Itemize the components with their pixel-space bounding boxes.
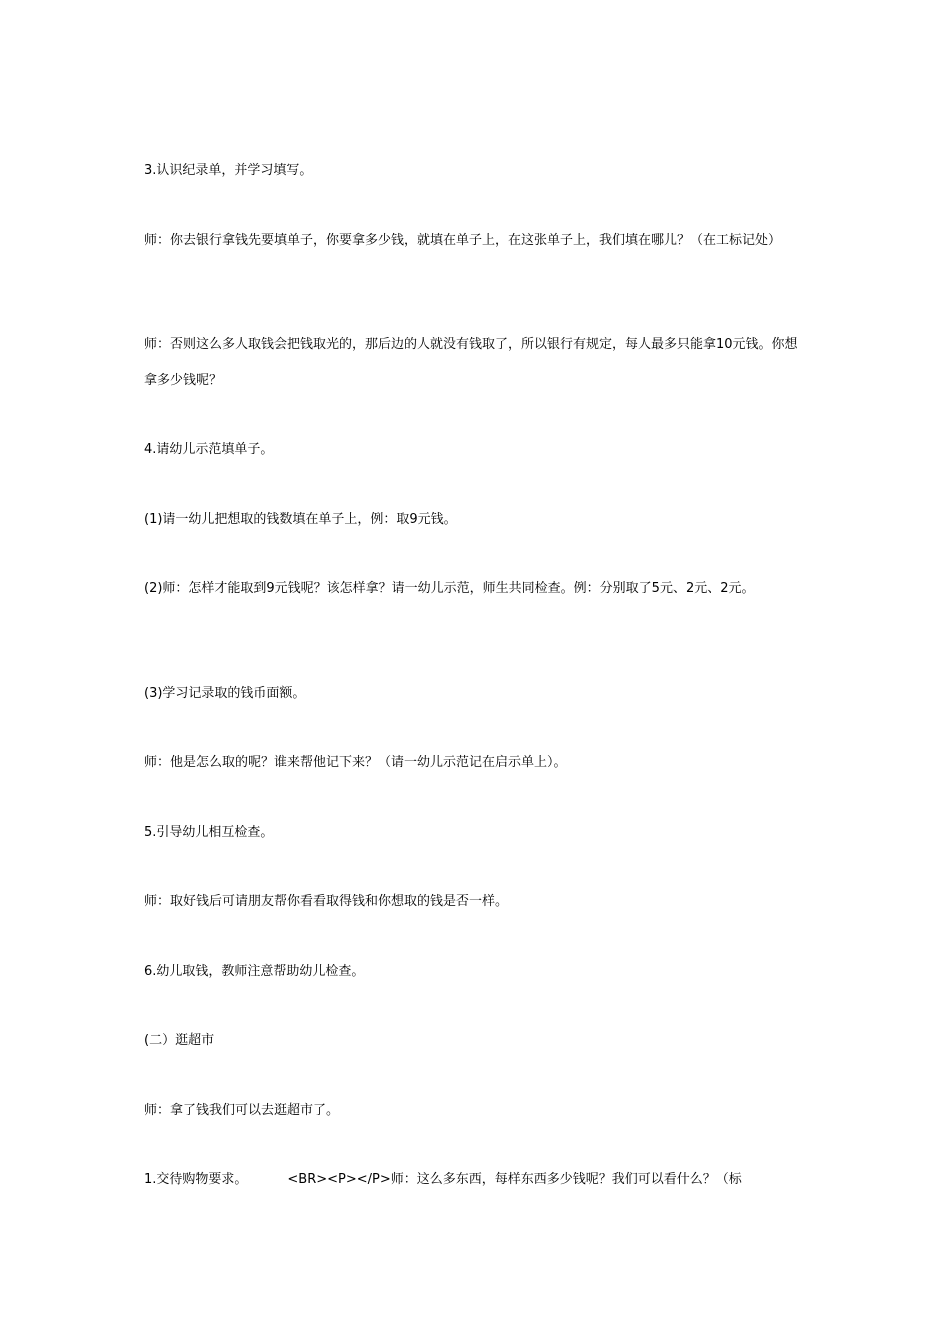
paragraph-step-5: 5.引导幼儿相互检查。 [144, 825, 274, 840]
paragraph-step-3: 3.认识纪录单，并学习填写。 [144, 163, 313, 178]
paragraph-substep-2: (2)师：怎样才能取到9元钱呢？该怎样拿？请一幼儿示范，师生共同检查。例：分别取了5元、2元、2元。 [144, 581, 755, 596]
paragraph-teacher-supermarket: 师：拿了钱我们可以去逛超市了。 [144, 1103, 340, 1118]
shopping-requirements-text: <BR><P></P>师：这么多东西，每样东西多少钱呢？我们可以看什么？（标 [287, 1172, 742, 1187]
paragraph-teacher-record: 师：他是怎么取的呢？谁来帮他记下来？（请一幼儿示范记在启示单上）。 [144, 755, 567, 770]
shopping-requirements-label: 1.交待购物要求。 [144, 1172, 248, 1187]
paragraph-step-6: 6.幼儿取钱，教师注意帮助幼儿检查。 [144, 964, 365, 979]
paragraph-step-4: 4.请幼儿示范填单子。 [144, 442, 274, 457]
paragraph-substep-3: (3)学习记录取的钱币面额。 [144, 686, 306, 701]
paragraph-teacher-check: 师：取好钱后可请朋友帮你看看取得钱和你想取的钱是否一样。 [144, 894, 509, 909]
paragraph-teacher-limit: 师：否则这么多人取钱会把钱取光的，那后边的人就没有钱取了，所以银行有规定，每人最多只能拿10元钱。你想拿多少钱呢？ [144, 337, 798, 388]
paragraph-shopping-requirements [144, 1162, 808, 1198]
paragraph-substep-1: (1)请一幼儿把想取的钱数填在单子上，例：取9元钱。 [144, 512, 457, 527]
section-heading-supermarket: (二）逛超市 [144, 1033, 215, 1048]
paragraph-teacher-fill-form: 师：你去银行拿钱先要填单子，你要拿多少钱，就填在单子上，在这张单子上，我们填在哪儿？（在工标记处） [144, 233, 782, 248]
